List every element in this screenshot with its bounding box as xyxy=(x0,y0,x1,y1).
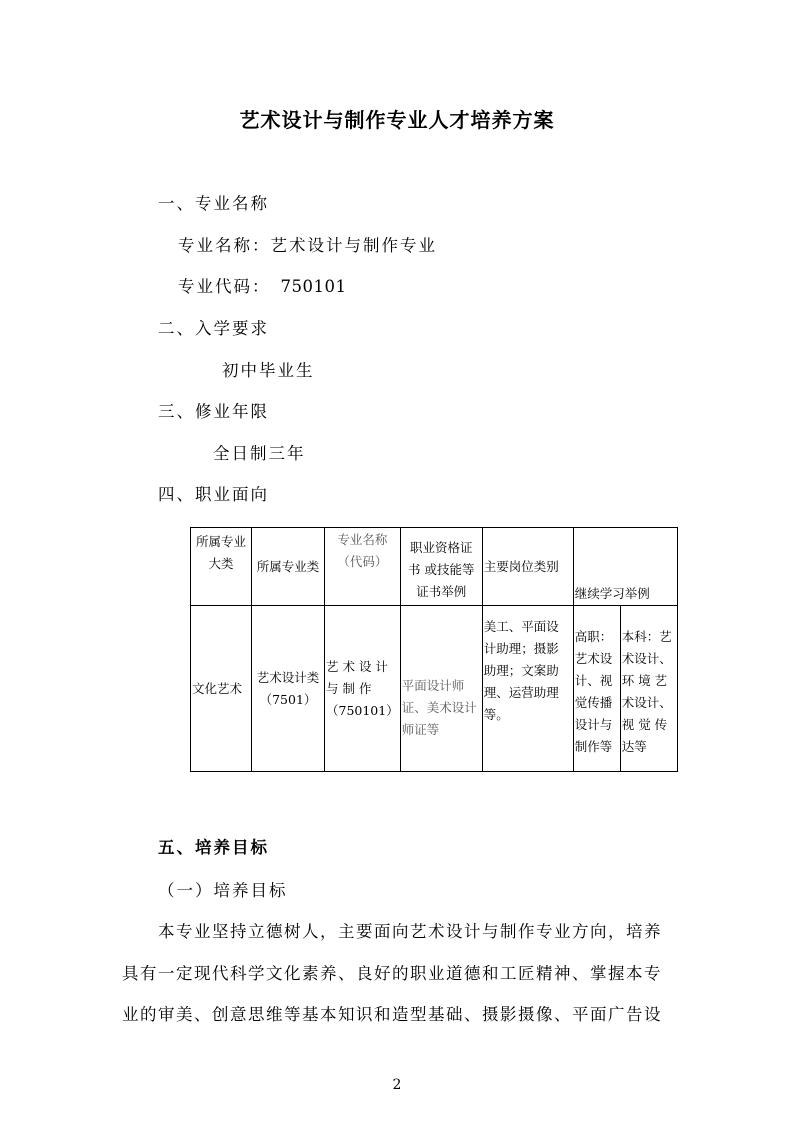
cell-text: 本科：艺 xyxy=(621,629,672,644)
cell-text: 艺术设计类 xyxy=(256,669,320,685)
section-3-heading: 三、修业年限 xyxy=(158,402,269,421)
header-text: 专业名称 xyxy=(337,532,388,547)
cell-undergraduate-study xyxy=(620,606,677,772)
cell-text: 计助理；摄影 xyxy=(483,641,559,656)
major-code-value: 750101 xyxy=(280,277,347,296)
section-4-heading: 四、职业面向 xyxy=(158,485,269,504)
page-number: 2 xyxy=(392,1077,402,1093)
cell-text: 视 觉 传 xyxy=(621,717,668,732)
cell-text: 设计与 xyxy=(574,717,613,732)
cell-positions xyxy=(482,606,573,772)
cell-text: 高职： xyxy=(574,629,613,644)
major-code-label: 专业代码： xyxy=(178,277,271,296)
header-major-category xyxy=(191,528,252,606)
header-text: 大类 xyxy=(208,556,234,571)
section-2-heading: 二、入学要求 xyxy=(158,319,269,338)
cell-vocational-study xyxy=(573,606,620,772)
header-text: 继续学习举例 xyxy=(574,586,650,601)
body-paragraph-line: 业的审美、创意思维等基本知识和造型基础、摄影摄像、平面广告设 xyxy=(122,1005,662,1024)
page-title: 艺术设计与制作专业人才培养方案 xyxy=(239,108,555,132)
header-further-study xyxy=(573,528,677,606)
cell-text: 艺 术 设 计 xyxy=(326,658,388,674)
cell-text: 制作等 xyxy=(574,739,613,754)
header-text: 书 或技能等 xyxy=(407,561,475,577)
major-code-line xyxy=(178,273,347,297)
header-positions xyxy=(482,528,573,606)
admission-requirement: 初中毕业生 xyxy=(222,361,315,380)
cell-text: 师证等 xyxy=(401,721,440,737)
cell-major-category xyxy=(191,606,252,772)
major-name-line: 专业名称：艺术设计与制作专业 xyxy=(178,236,437,255)
study-duration: 全日制三年 xyxy=(213,444,306,463)
cell-text: 平面设计师 xyxy=(401,677,465,693)
cell-text: 美工、平面设 xyxy=(483,619,559,634)
cell-certificates xyxy=(400,606,482,772)
header-text: 证书举例 xyxy=(416,583,467,599)
cell-major-class xyxy=(252,606,325,772)
header-major-name xyxy=(325,528,401,606)
cell-text: 计、视 xyxy=(574,673,613,688)
cell-text: 术设计、 xyxy=(621,651,672,666)
cell-text: （7501） xyxy=(259,691,317,707)
career-table xyxy=(190,527,678,772)
cell-text: 与 制 作 xyxy=(326,680,372,696)
cell-text: （750101） xyxy=(326,702,399,718)
subsection-heading: （一）培养目标 xyxy=(158,881,288,900)
body-paragraph-line: 具有一定现代科学文化素养、良好的职业道德和工匠精神、掌握本专 xyxy=(122,964,662,983)
header-text: 所属专业类 xyxy=(256,558,320,574)
section-1-heading: 一、专业名称 xyxy=(158,194,269,213)
header-major-class xyxy=(252,528,325,606)
cell-text: 艺术设 xyxy=(574,651,613,666)
header-certificates xyxy=(400,528,482,606)
table-row xyxy=(191,606,678,772)
cell-text: 等。 xyxy=(483,707,509,722)
cell-text: 术设计、 xyxy=(621,695,672,710)
cell-text: 理、运营助理 xyxy=(483,685,559,700)
section-5-heading: 五、培养目标 xyxy=(158,838,269,857)
body-paragraph-line: 本专业坚持立德树人，主要面向艺术设计与制作专业方向，培养 xyxy=(158,922,662,941)
cell-text: 觉传播 xyxy=(574,695,613,710)
cell-text: 助理；文案助 xyxy=(483,663,559,678)
header-text: 主要岗位类别 xyxy=(483,558,559,574)
cell-text: 环 境 艺 xyxy=(621,673,668,688)
cell-text: 达等 xyxy=(621,739,647,754)
cell-major-name xyxy=(325,606,401,772)
cell-text: 证、美术设计 xyxy=(401,699,477,715)
cell-text: 文化艺术 xyxy=(192,680,243,696)
header-text: 所属专业 xyxy=(195,534,246,549)
header-text: 职业资格证 xyxy=(409,539,473,555)
table-header-row xyxy=(191,528,678,606)
header-text: （代码） xyxy=(337,554,388,569)
